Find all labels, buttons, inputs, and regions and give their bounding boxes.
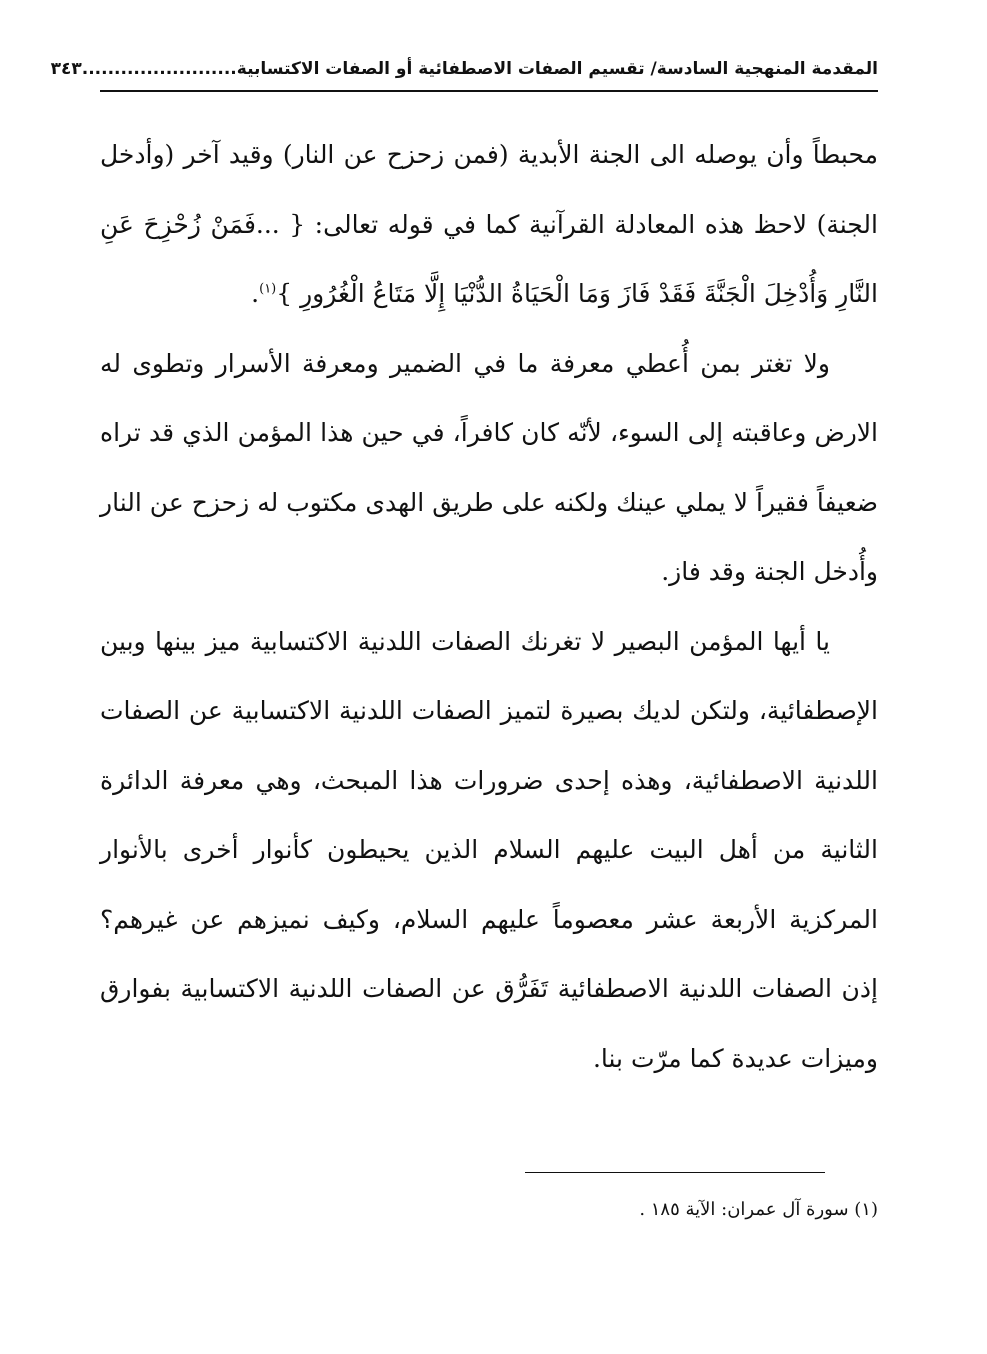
footnote: (١) سورة آل عمران: الآية ١٨٥ . [639,1199,878,1220]
paragraph-2: ولا تغتر بمن أُعطي معرفة ما في الضمير ومعرفة الأسرار وتطوى له الارض وعاقبته إلى السوء، لأنّه كان كافراً، في حين هذا المؤمن الذي قد تراه ضعيفاً فقيراً لا يملي عينك ولكنه على طريق الهدى مكتوب له زحزح عن النار وأُدخل الجنة وقد فاز. [100,348,878,586]
footnote-marker: (١) [259,281,277,297]
running-header [50,52,878,86]
header-title: المقدمة المنهجية السادسة/ تقسيم الصفات الاصطفائية أو الصفات الاكتسابية [236,59,878,79]
header-rule [100,90,878,92]
paragraph-1-text: محبطاً وأن يوصله الى الجنة الأبدية (فمن زحزح عن النار) وقيد آخر (وأدخل الجنة) لاحظ هذه المعادلة القرآنية كما في قوله تعالى: { ...فَمَنْ زُحْزِحَ عَنِ النَّارِ وَأُدْخِلَ الْجَنَّةَ فَقَدْ فَازَ وَمَا الْحَيَاةُ الدُّنْيَا إِلَّا مَتَاعُ الْغُرُورِ } [100,140,878,308]
footnote-rule [525,1172,825,1173]
body-text [100,120,878,1093]
paragraph-1-end: . [251,279,260,308]
page-number: ........................٣٤٣ [50,59,237,79]
paragraph-3: يا أيها المؤمن البصير لا تغرنك الصفات اللدنية الاكتسابية ميز بينها وبين الإصطفائية، ولتكن لديك بصيرة لتميز الصفات اللدنية الاكتسابية عن الصفات اللدنية الاصطفائية، وهذه إحدى ضرورات هذا المبحث، وهي معرفة الدائرة الثانية من أهل البيت عليهم السلام الذين يحيطون كأنوار أخرى بالأنوار المركزية الأربعة عشر معصوماً عليهم السلام، وكيف نميزهم عن غيرهم؟ إذن الصفات اللدنية الاصطفائية تَفَرُّق عن الصفات اللدنية الاكتسابية بفوارق وميزات عديدة كما مرّت بنا. [100,626,878,1073]
paragraph-1 [100,120,878,329]
